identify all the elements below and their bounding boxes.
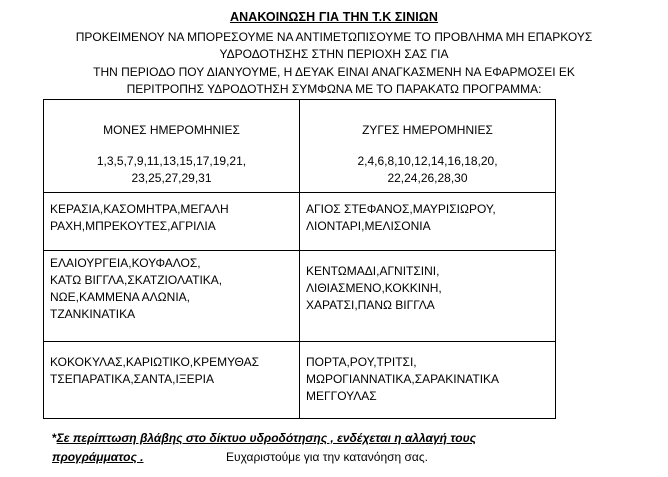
footer-line-2 bbox=[52, 450, 428, 464]
odd-areas-cell bbox=[44, 251, 300, 342]
area-line: ΤΣΕΠΑΡΑΤΙΚΑ,ΣΑΝΤΑ,ΙΞΕΡΙΑ bbox=[50, 372, 214, 386]
area-line: ΧΑΡΑΤΣΙ,ΠΑΝΩ ΒΙΓΓΛΑ bbox=[306, 298, 435, 312]
intro-line-1: ΠΡΟΚΕΙΜΕΝΟΥ ΝΑ ΜΠΟΡΕΣΟΥΜΕ ΝΑ ΑΝΤΙΜΕΤΩΠΙΣΟΥΜΕ ΤΟ ΠΡΟΒΛΗΜΑ ΜΗ ΕΠΑΡΚΟΥΣ bbox=[75, 30, 593, 44]
intro-line-4: ΠΕΡΙΤΡΟΠΗΣ ΥΔΡΟΔΟΤΗΣΗ ΣΥΜΦΩΝΑ ΜΕ ΤΟ ΠΑΡΑΚΑΤΩ ΠΡΟΓΡΑΜΜΑ: bbox=[126, 82, 542, 96]
area-line: ΚΕΡΑΣΙΑ,ΚΑΣΟΜΗΤΡΑ,ΜΕΓΑΛΗ bbox=[50, 202, 229, 216]
failure-note bbox=[52, 431, 476, 445]
area-line: ΑΓΙΟΣ ΣΤΕΦΑΝΟΣ,ΜΑΥΡΙΣΙΩΡΟΥ, bbox=[306, 202, 496, 216]
even-dates-header: ΖΥΓΕΣ ΗΜΕΡΟΜΗΝΙΕΣ bbox=[362, 123, 493, 137]
even-areas-cell bbox=[300, 342, 556, 419]
odd-areas-cell bbox=[44, 193, 300, 251]
failure-note-text: Σε περίπτωση βλάβης στο δίκτυο υδροδότησης , ενδέχεται η αλλαγή τους bbox=[56, 431, 477, 445]
odd-dates-header-cell bbox=[44, 100, 300, 193]
area-line: ΠΟΡΤΑ,ΡΟΥ,ΤΡΙΤΣΙ, bbox=[306, 355, 417, 369]
area-line: ΛΙΟΝΤΑΡΙ,ΜΕΛΙΣΟΝΙΑ bbox=[306, 219, 431, 233]
area-line: ΤΖΑΝΚΙΝΑΤΙΚΑ bbox=[50, 307, 136, 321]
odd-dates-header: ΜΟΝΕΣ ΗΜΕΡΟΜΗΝΙΕΣ bbox=[103, 123, 240, 137]
odd-dates-line-1: 1,3,5,7,9,11,13,15,17,19,21, bbox=[96, 154, 247, 168]
even-dates-header-cell bbox=[300, 100, 556, 193]
area-line: ΚΟΚΟΚΥΛΑΣ,ΚΑΡΙΩΤΙΚΟ,ΚΡΕΜΥΘΑΣ bbox=[50, 355, 259, 369]
area-line: ΛΙΘΙΑΣΜΕΝΟ,ΚΟΚΚΙΝΗ, bbox=[306, 281, 442, 295]
intro-line-2: ΥΔΡΟΔΟΤΗΣΗΣ ΣΤΗΝ ΠΕΡΙΟΧΗ ΣΑΣ ΓΙΑ bbox=[219, 47, 449, 61]
even-dates-line-1: 2,4,6,8,10,12,14,16,18,20, bbox=[357, 154, 498, 168]
water-schedule-table bbox=[43, 99, 556, 419]
area-line: ΚΑΤΩ ΒΙΓΓΛΑ,ΣΚΑΤΖΙΟΛΑΤΙΚΑ, bbox=[50, 273, 223, 287]
even-dates-line-2: 22,24,26,28,30 bbox=[387, 171, 468, 185]
area-line: ΜΩΡΟΓΙΑΝΝΑΤΙΚΑ,ΣΑΡΑΚΙΝΑΤΙΚΑ bbox=[306, 372, 500, 386]
thanks-text: Ευχαριστούμε για την κατανόηση σας. bbox=[226, 450, 428, 464]
table-row bbox=[44, 251, 556, 342]
intro-line-3: ΤΗΝ ΠΕΡΙΟΔΟ ΠΟΥ ΔΙΑΝΥΟΥΜΕ, Η ΔΕΥΑΚ ΕΙΝΑΙ ΑΝΑΓΚΑΣΜΕΝΗ ΝΑ ΕΦΑΡΜΟΣΕΙ ΕΚ bbox=[93, 65, 575, 79]
area-line: ΡΑΧΗ,ΜΠΡΕΚΟΥΤΕΣ,ΑΓΡΙΛΙΑ bbox=[50, 219, 216, 233]
area-line: ΜΕΓΓΟΥΛΑΣ bbox=[306, 389, 377, 403]
table-row bbox=[44, 193, 556, 251]
note-asterisk: * bbox=[52, 431, 57, 445]
even-areas-cell bbox=[300, 193, 556, 251]
area-line: ΝΩΕ,ΚΑΜΜΕΝΑ ΑΛΩΝΙΑ, bbox=[50, 290, 190, 304]
notice-title: ΑΝΑΚΟΙΝΩΣΗ ΓΙΑ ΤΗΝ Τ.Κ ΣΙΝΙΩΝ bbox=[229, 10, 439, 24]
even-areas-cell bbox=[300, 251, 556, 342]
area-line: ΚΕΝΤΩΜΑΔΙ,ΑΓΝΙΤΣΙΝΙ, bbox=[306, 264, 440, 278]
area-line: ΕΛΑΙΟΥΡΓΕΙΑ,ΚΟΥΦΑΛΟΣ, bbox=[50, 256, 201, 270]
table-row bbox=[44, 342, 556, 419]
odd-dates-line-2: 23,25,27,29,31 bbox=[131, 171, 212, 185]
failure-note-continuation: προγράμματος . bbox=[52, 450, 144, 464]
table-header-row bbox=[44, 100, 556, 193]
odd-areas-cell bbox=[44, 342, 300, 419]
